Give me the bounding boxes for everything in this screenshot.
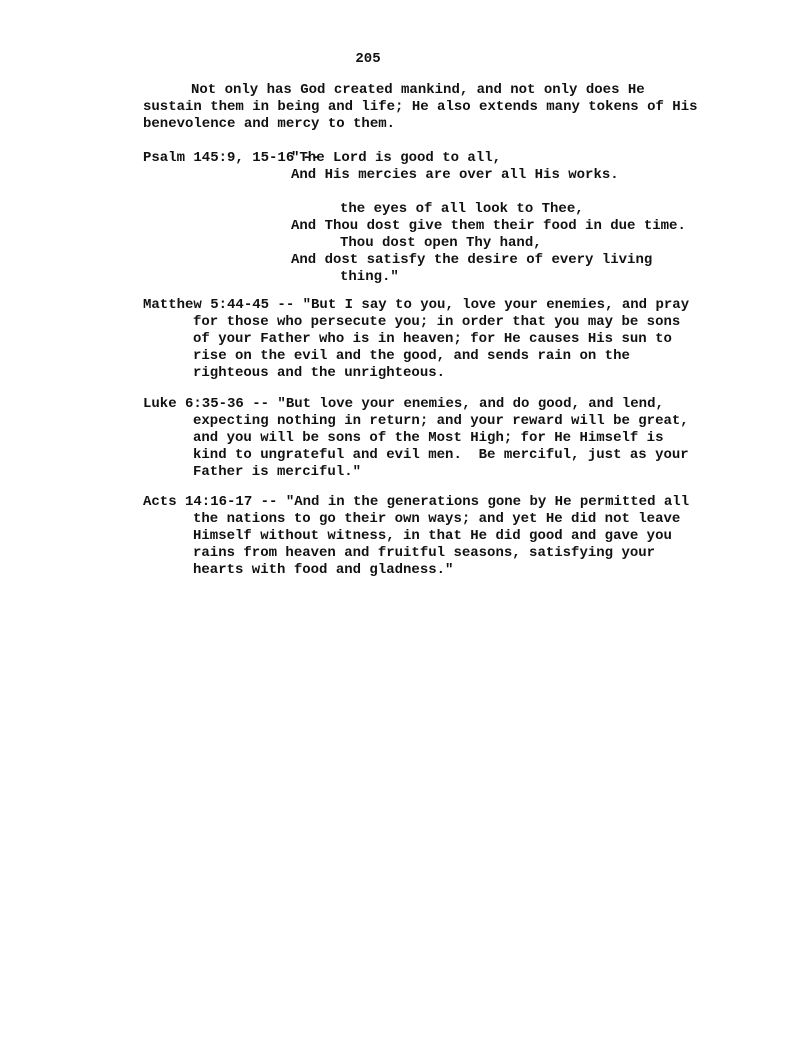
verse-line: Thou dost open Thy hand, <box>340 235 542 251</box>
text-line: Luke 6:35-36 -- "But love your enemies, and do good, and lend, <box>143 396 664 412</box>
page-number: 205 <box>355 51 381 67</box>
text-line: Father is merciful." <box>193 464 362 480</box>
verse-text: "The Lord is good to all, <box>291 150 502 166</box>
matthew-quote <box>143 297 703 382</box>
text-line: Himself without witness, in that He did good and gave you <box>193 528 672 544</box>
acts-quote <box>143 494 703 579</box>
intro-paragraph <box>143 82 703 133</box>
psalm-quote <box>143 150 703 286</box>
text-line: expecting nothing in return; and your reward will be great, <box>193 413 689 429</box>
text-line <box>143 150 703 167</box>
text-line: sustain them in being and life; He also extends many tokens of His <box>143 99 698 115</box>
text-line: Acts 14:16-17 -- "And in the generations gone by He permitted all <box>143 494 690 510</box>
verse-line: thing." <box>340 269 399 285</box>
text-line: the nations to go their own ways; and yet He did not leave <box>193 511 681 527</box>
text-line: hearts with food and gladness." <box>193 562 454 578</box>
verse-line: And Thou dost give them their food in due time. <box>291 218 686 234</box>
text-line: Matthew 5:44-45 -- "But I say to you, love your enemies, and pray <box>143 297 690 313</box>
verse-line: And dost satisfy the desire of every living <box>291 252 653 268</box>
text-line: Not only has God created mankind, and not only does He <box>191 82 645 98</box>
text-line: of your Father who is in heaven; for He causes His sun to <box>193 331 672 347</box>
text-line: kind to ungrateful and evil men. Be merciful, just as your <box>193 447 689 463</box>
verse-line: And His mercies are over all His works. <box>291 167 619 183</box>
scripture-reference: Psalm 145:9, 15-16 -- <box>143 150 320 166</box>
text-line: rise on the evil and the good, and sends rain on the <box>193 348 630 364</box>
text-line: righteous and the unrighteous. <box>193 365 446 381</box>
luke-quote <box>143 396 703 481</box>
text-line: for those who persecute you; in order that you may be sons <box>193 314 681 330</box>
text-line: and you will be sons of the Most High; for He Himself is <box>193 430 664 446</box>
blank-line <box>143 184 703 201</box>
text-line: benevolence and mercy to them. <box>143 116 396 132</box>
text-line: rains from heaven and fruitful seasons, satisfying your <box>193 545 656 561</box>
verse-line: the eyes of all look to Thee, <box>340 201 584 217</box>
